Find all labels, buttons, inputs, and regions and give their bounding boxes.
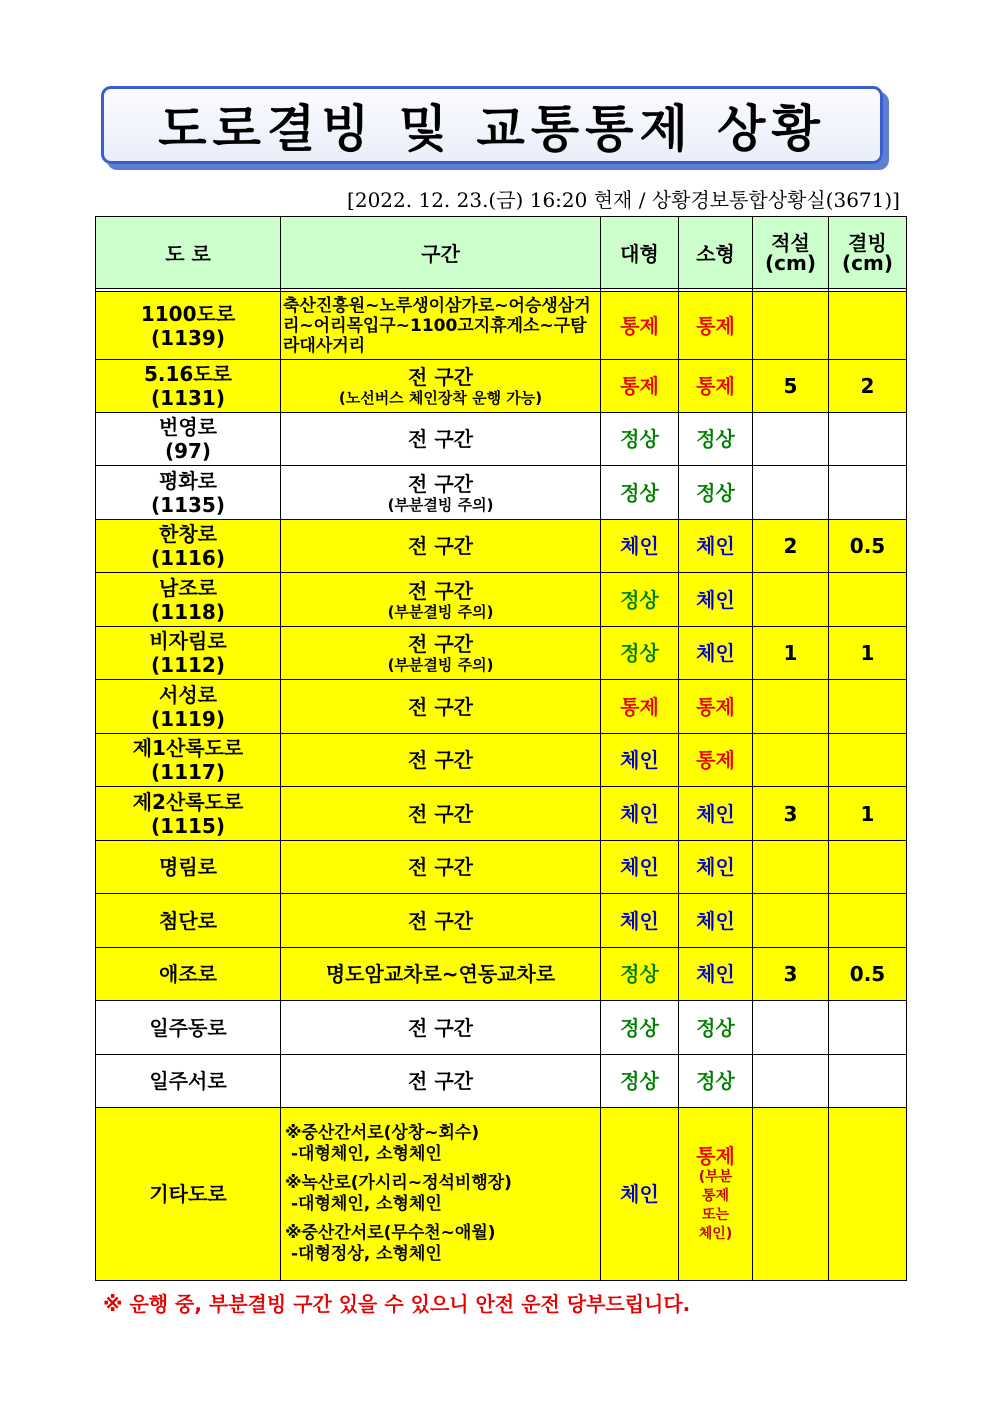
ice-cm — [829, 573, 907, 627]
ice-cm — [829, 1055, 907, 1108]
ice-cm — [829, 680, 907, 734]
road-name-cell: 번영로 (97) — [96, 413, 281, 466]
table-row-etc — [96, 1108, 907, 1281]
road-name-cell: 서성로 (1119) — [96, 680, 281, 734]
small-status: 통제 — [679, 680, 753, 734]
large-status: 통제 — [601, 360, 679, 413]
road-name-cell: 제1산록도로 (1117) — [96, 734, 281, 787]
section-cell: 전 구간 — [281, 787, 601, 841]
ice-cm — [829, 841, 907, 894]
etc-route-status: -대형체인, 소형체인 — [291, 1144, 442, 1164]
section-cell: 전 구간 — [281, 680, 601, 734]
etc-route-status: -대형정상, 소형체인 — [291, 1244, 442, 1264]
small-status: 체인 — [679, 841, 753, 894]
large-status: 체인 — [601, 1108, 679, 1281]
small-status: 정상 — [679, 1001, 753, 1055]
etc-route: ※중산간서로(상창~회수) — [285, 1123, 480, 1143]
section-cell: 전 구간 — [281, 520, 601, 573]
snow-cm — [753, 1055, 829, 1108]
snow-cm — [753, 1001, 829, 1055]
snow-cm — [753, 734, 829, 787]
small-status: 체인 — [679, 573, 753, 627]
large-status: 통제 — [601, 292, 679, 360]
ice-cm — [829, 292, 907, 360]
road-name-cell: 명림로 — [96, 841, 281, 894]
snow-cm: 5 — [753, 360, 829, 413]
road-name-cell: 애조로 — [96, 948, 281, 1001]
road-name-cell: 일주동로 — [96, 1001, 281, 1055]
table-row — [96, 627, 907, 680]
large-status: 정상 — [601, 1055, 679, 1108]
header-small: 소형 — [679, 217, 753, 289]
ice-cm: 0.5 — [829, 520, 907, 573]
section-cell: 전 구간 (부분결빙 주의) — [281, 627, 601, 680]
page-title: 도로결빙 및 교통통제 상황 — [158, 100, 826, 158]
road-name-cell: 첨단로 — [96, 894, 281, 948]
section-cell: 전 구간 — [281, 413, 601, 466]
header-road: 도 로 — [96, 217, 281, 289]
table-row — [96, 894, 907, 948]
section-cell: 명도암교차로~연동교차로 — [281, 948, 601, 1001]
section-cell: 전 구간 — [281, 734, 601, 787]
etc-route: ※중산간서로(무수천~애월) — [285, 1223, 496, 1243]
table-row — [96, 680, 907, 734]
large-status: 정상 — [601, 573, 679, 627]
section-cell: 전 구간 — [281, 1001, 601, 1055]
small-status: 통제 — [679, 734, 753, 787]
road-name-cell: 한창로 (1116) — [96, 520, 281, 573]
section-cell: 축산진흥원~노루생이삼가로~어승생삼거리~어리목입구~1100고지휴게소~구탐라대사거리 — [281, 292, 601, 360]
small-status-note-3: 또는 — [701, 1207, 730, 1223]
ice-cm — [829, 894, 907, 948]
large-status: 체인 — [601, 520, 679, 573]
etc-route-status: -대형체인, 소형체인 — [291, 1194, 442, 1214]
snow-cm — [753, 680, 829, 734]
table-row — [96, 573, 907, 627]
large-status: 정상 — [601, 948, 679, 1001]
large-status: 정상 — [601, 1001, 679, 1055]
table-row — [96, 1055, 907, 1108]
section-cell: 전 구간 (노선버스 체인장착 운행 가능) — [281, 360, 601, 413]
ice-cm — [829, 1108, 907, 1281]
large-status: 정상 — [601, 466, 679, 520]
section-cell: 전 구간 (부분결빙 주의) — [281, 466, 601, 520]
large-status: 체인 — [601, 734, 679, 787]
ice-cm — [829, 734, 907, 787]
road-name-cell: 평화로 (1135) — [96, 466, 281, 520]
snow-cm: 2 — [753, 520, 829, 573]
small-status: 체인 — [679, 627, 753, 680]
small-status-note-4: 체인) — [698, 1226, 733, 1242]
snow-cm — [753, 841, 829, 894]
large-status: 체인 — [601, 787, 679, 841]
small-status: 정상 — [679, 1055, 753, 1108]
ice-cm — [829, 466, 907, 520]
small-status: 통제 — [696, 1144, 735, 1168]
snow-cm: 3 — [753, 948, 829, 1001]
section-cell: 전 구간 — [281, 1055, 601, 1108]
ice-cm — [829, 413, 907, 466]
ice-cm: 1 — [829, 627, 907, 680]
table-row — [96, 841, 907, 894]
table-row — [96, 466, 907, 520]
ice-cm: 2 — [829, 360, 907, 413]
table-row — [96, 520, 907, 573]
small-status-cell — [679, 1108, 753, 1281]
snow-cm — [753, 573, 829, 627]
report-timestamp: [2022. 12. 23.(금) 16:20 현재 / 상황경보통합상황실(3671)] — [347, 188, 900, 212]
header-large: 대형 — [601, 217, 679, 289]
small-status: 체인 — [679, 520, 753, 573]
road-name-cell: 남조로 (1118) — [96, 573, 281, 627]
small-status: 체인 — [679, 787, 753, 841]
snow-cm — [753, 292, 829, 360]
ice-cm — [829, 1001, 907, 1055]
table-row — [96, 948, 907, 1001]
large-status: 체인 — [601, 841, 679, 894]
etc-route: ※녹산로(가시리~정석비행장) — [285, 1173, 512, 1193]
table-row — [96, 734, 907, 787]
small-status: 체인 — [679, 894, 753, 948]
table-row — [96, 360, 907, 413]
large-status: 체인 — [601, 894, 679, 948]
snow-cm — [753, 894, 829, 948]
header-section: 구간 — [281, 217, 601, 289]
road-name-cell: 일주서로 — [96, 1055, 281, 1108]
small-status: 정상 — [679, 466, 753, 520]
small-status-note-1: (부분 — [698, 1169, 733, 1185]
large-status: 정상 — [601, 627, 679, 680]
header-snow: 적설 (cm) — [753, 217, 829, 289]
small-status: 체인 — [679, 948, 753, 1001]
snow-cm — [753, 466, 829, 520]
safety-footnote: ※ 운행 중, 부분결빙 구간 있을 수 있으니 안전 운전 당부드립니다. — [103, 1292, 691, 1316]
header-ice: 결빙 (cm) — [829, 217, 907, 289]
large-status: 정상 — [601, 413, 679, 466]
road-name-cell: 1100도로 (1139) — [96, 292, 281, 360]
section-cell: 전 구간 — [281, 841, 601, 894]
large-status: 통제 — [601, 680, 679, 734]
snow-cm — [753, 413, 829, 466]
snow-cm — [753, 1108, 829, 1281]
table-row — [96, 787, 907, 841]
snow-cm: 1 — [753, 627, 829, 680]
snow-cm: 3 — [753, 787, 829, 841]
road-name-cell: 비자림로 (1112) — [96, 627, 281, 680]
road-name-cell: 5.16도로 (1131) — [96, 360, 281, 413]
small-status-note-2: 통제 — [701, 1188, 730, 1204]
table-row — [96, 413, 907, 466]
road-name-cell: 제2산록도로 (1115) — [96, 787, 281, 841]
small-status: 정상 — [679, 413, 753, 466]
section-cell: 전 구간 (부분결빙 주의) — [281, 573, 601, 627]
table-row — [96, 1001, 907, 1055]
small-status: 통제 — [679, 360, 753, 413]
small-status: 통제 — [679, 292, 753, 360]
road-status-table — [95, 216, 907, 1281]
ice-cm: 0.5 — [829, 948, 907, 1001]
section-cell: 전 구간 — [281, 894, 601, 948]
table-row — [96, 292, 907, 360]
ice-cm: 1 — [829, 787, 907, 841]
road-name-cell: 기타도로 — [96, 1108, 281, 1281]
title-banner — [101, 86, 883, 164]
etc-routes — [281, 1108, 601, 1281]
